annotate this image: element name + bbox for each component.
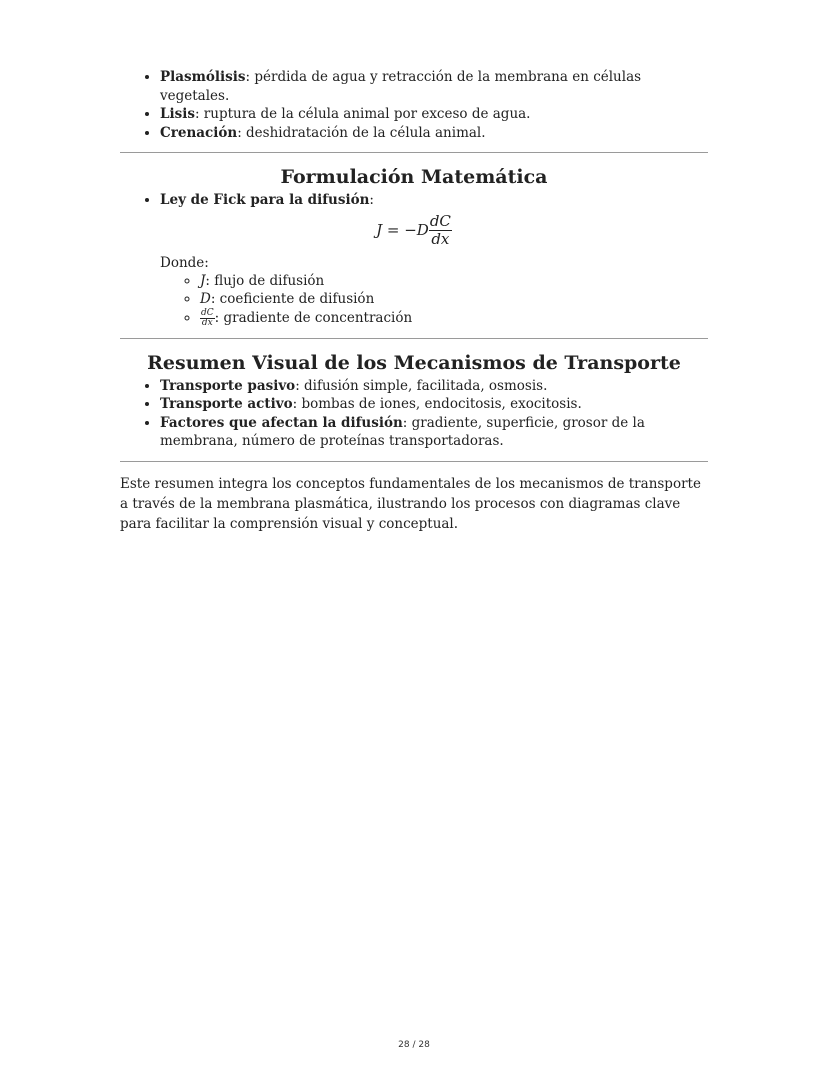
section-divider	[120, 461, 708, 462]
list-item	[200, 290, 708, 309]
list-item-term: Lisis	[160, 106, 195, 122]
fick-law-label: Ley de Fick para la difusión	[160, 192, 370, 208]
section-title-summary: Resumen Visual de los Mecanismos de Transporte	[147, 351, 681, 374]
list-item-term: Plasmólisis	[160, 69, 246, 85]
donde-label: Donde:	[160, 254, 209, 271]
section-divider	[120, 338, 708, 339]
summary-list	[120, 377, 708, 451]
list-item-term: Factores que afectan la difusión	[160, 414, 403, 431]
section-title-math: Formulación Matemática	[280, 166, 548, 188]
equation-lhs: J	[376, 220, 383, 239]
document-body	[120, 68, 708, 534]
list-item	[200, 272, 708, 291]
fraction-numerator: dC	[429, 211, 451, 230]
variables-list	[160, 272, 708, 328]
list-item	[160, 414, 708, 451]
list-item-desc: : bombas de iones, endocitosis, exocitosis.	[292, 396, 582, 412]
list-item-term: Transporte pasivo	[160, 377, 296, 394]
equation-fraction	[429, 213, 452, 248]
list-item-desc: : ruptura de la célula animal por exceso de agua.	[194, 106, 531, 122]
list-item	[160, 124, 708, 143]
list-item-term: Crenación	[160, 124, 238, 141]
fick-equation	[120, 213, 708, 248]
list-item-desc: : gradiente, superficie, grosor de la membrana, número de proteínas transportadoras.	[160, 414, 645, 449]
list-item-desc: : difusión simple, facilitada, osmosis.	[295, 377, 548, 394]
list-item	[160, 395, 708, 414]
list-item	[200, 309, 708, 328]
section-divider	[120, 152, 708, 153]
variable-fraction	[200, 309, 215, 328]
math-list	[120, 191, 708, 328]
closing-paragraph: Este resumen integra los conceptos fundamentales de los mecanismos de transporte a través de la membrana plasmática, ilustrando los procesos con diagramas clave para facilitar la comprensión visual y conceptual.	[120, 475, 701, 532]
list-item-desc: : pérdida de agua y retracción de la membrana en células vegetales.	[160, 69, 642, 104]
list-item	[160, 105, 708, 124]
fick-law-colon: :	[369, 192, 374, 208]
list-item	[160, 377, 708, 396]
equation-operator: = −D	[382, 220, 429, 239]
fraction-denominator: dx	[201, 317, 213, 328]
osmotic-effects-list	[120, 68, 708, 142]
fraction-numerator: ◦ dC	[201, 307, 214, 318]
list-item	[160, 191, 708, 328]
list-item-term: Transporte activo	[160, 396, 293, 412]
list-item	[160, 68, 708, 105]
variable-desc: : gradiente de concentración	[214, 309, 413, 326]
list-item-desc: : deshidratación de la célula animal.	[237, 124, 486, 141]
variable-symbol: D	[200, 291, 211, 307]
variable-desc: : coeficiente de difusión	[210, 291, 375, 307]
fraction-denominator: dx	[431, 229, 450, 248]
variable-symbol: J	[200, 272, 206, 289]
variable-desc: : flujo de difusión	[205, 272, 325, 289]
page-number: 28 / 28	[398, 1040, 430, 1050]
